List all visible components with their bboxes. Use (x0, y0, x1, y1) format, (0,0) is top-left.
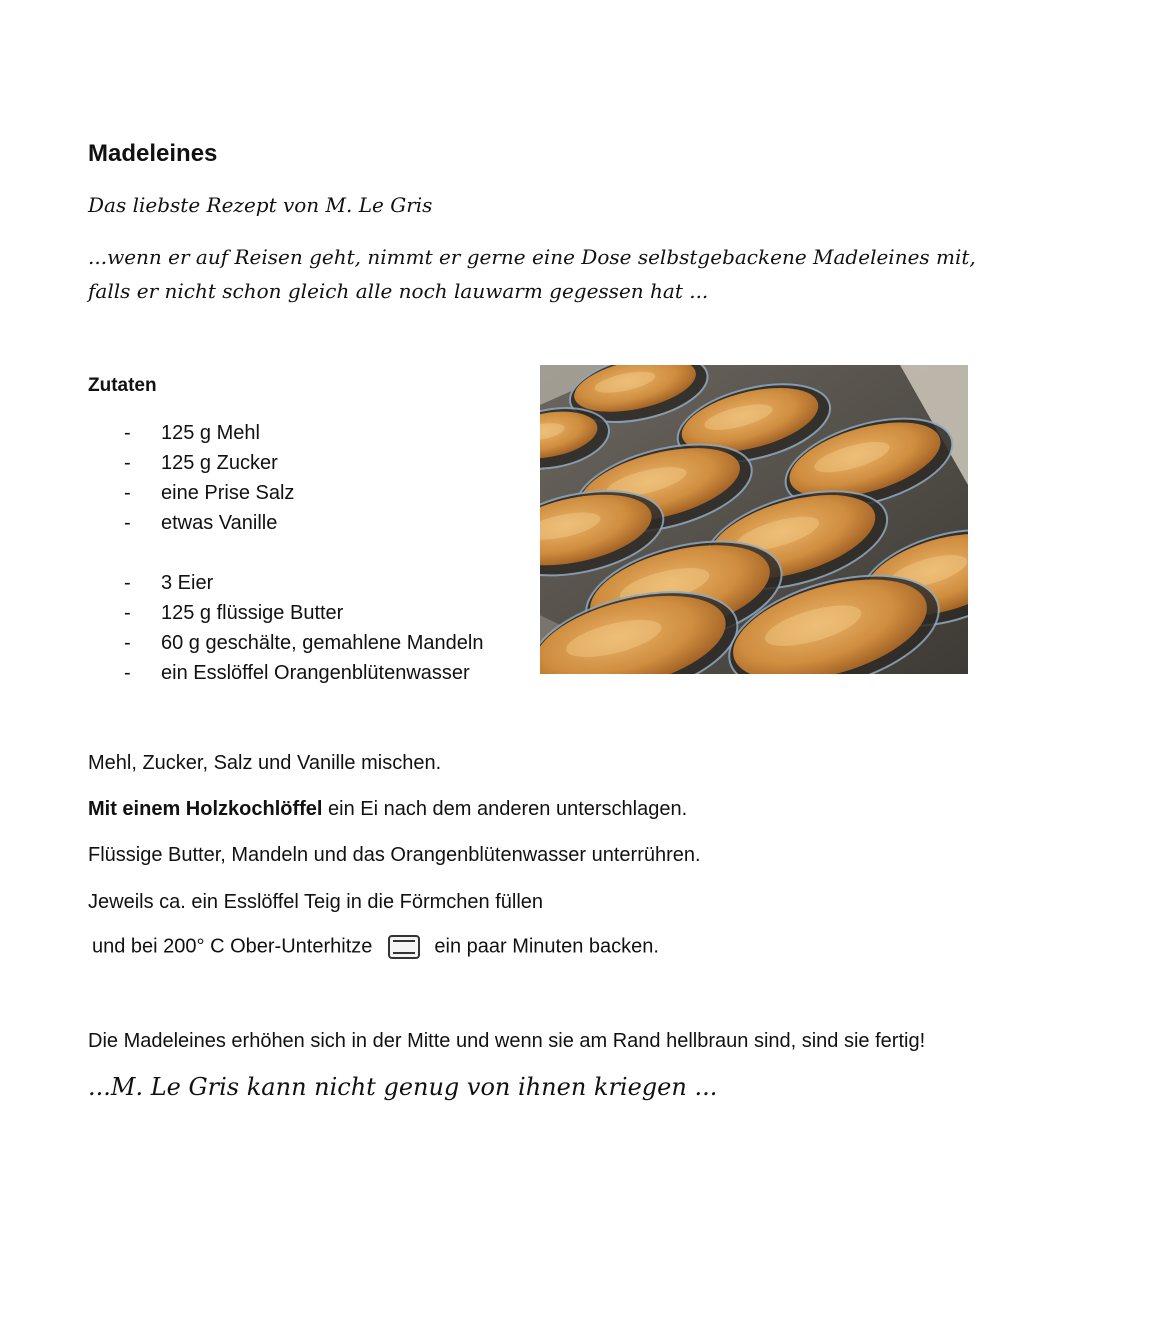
intro-line: falls er nicht schon gleich alle noch lauwarm gegessen hat ... (88, 279, 709, 303)
closing-line: ...M. Le Gris kann nicht genug von ihnen kriegen ... (88, 1073, 718, 1101)
step-5-text-before: und bei 200° C Ober-Unterhitze (92, 935, 373, 958)
ingredient-text: 3 Eier (161, 572, 214, 594)
ingredient-text: 125 g Mehl (161, 422, 260, 444)
list-dash: - (124, 422, 131, 444)
step-5 (92, 935, 659, 959)
page-title: Madeleines (88, 140, 218, 167)
step-4: Jeweils ca. ein Esslöffel Teig in die Förmchen füllen (88, 891, 544, 913)
madeleines-tray-illustration (540, 365, 968, 674)
oven-icon (388, 935, 420, 959)
list-dash: - (124, 482, 131, 504)
ingredients-list-dry (88, 418, 294, 538)
ingredient-item (88, 448, 294, 478)
ingredient-item (88, 508, 294, 538)
ingredient-text: 125 g flüssige Butter (161, 602, 344, 624)
ingredient-item (88, 568, 483, 598)
ingredient-item (88, 658, 483, 688)
intro-line: ...wenn er auf Reisen geht, nimmt er gerne eine Dose selbstgebackene Madeleines mit, (88, 245, 976, 269)
ingredient-item (88, 478, 294, 508)
step-6: Die Madeleines erhöhen sich in der Mitte und wenn sie am Rand hellbraun sind, sind sie fertig! (88, 1030, 926, 1052)
step-5-text-after: ein paar Minuten backen. (434, 935, 659, 958)
recipe-intro (88, 240, 1008, 308)
step-2-text: ein Ei nach dem anderen unterschlagen. (322, 798, 688, 820)
list-dash: - (124, 602, 131, 624)
step-3: Flüssige Butter, Mandeln und das Orangenblütenwasser unterrühren. (88, 844, 701, 866)
ingredient-item (88, 598, 483, 628)
list-dash: - (124, 662, 131, 684)
ingredients-heading: Zutaten (88, 375, 157, 396)
list-dash: - (124, 512, 131, 534)
ingredient-text: 60 g geschälte, gemahlene Mandeln (161, 632, 484, 654)
ingredient-text: ein Esslöffel Orangenblütenwasser (161, 662, 470, 684)
list-dash: - (124, 632, 131, 654)
list-dash: - (124, 452, 131, 474)
ingredient-item (88, 628, 483, 658)
madeleines-photo (540, 365, 968, 674)
ingredient-text: etwas Vanille (161, 512, 278, 534)
step-2-emphasis: Mit einem Holzkochlöffel (88, 798, 323, 820)
ingredients-list-wet (88, 568, 483, 688)
step-1: Mehl, Zucker, Salz und Vanille mischen. (88, 752, 442, 774)
recipe-subtitle: Das liebste Rezept von M. Le Gris (88, 193, 433, 217)
step-2 (88, 798, 687, 821)
ingredient-text: eine Prise Salz (161, 482, 295, 504)
ingredient-item (88, 418, 294, 448)
ingredient-text: 125 g Zucker (161, 452, 278, 474)
list-dash: - (124, 572, 131, 594)
